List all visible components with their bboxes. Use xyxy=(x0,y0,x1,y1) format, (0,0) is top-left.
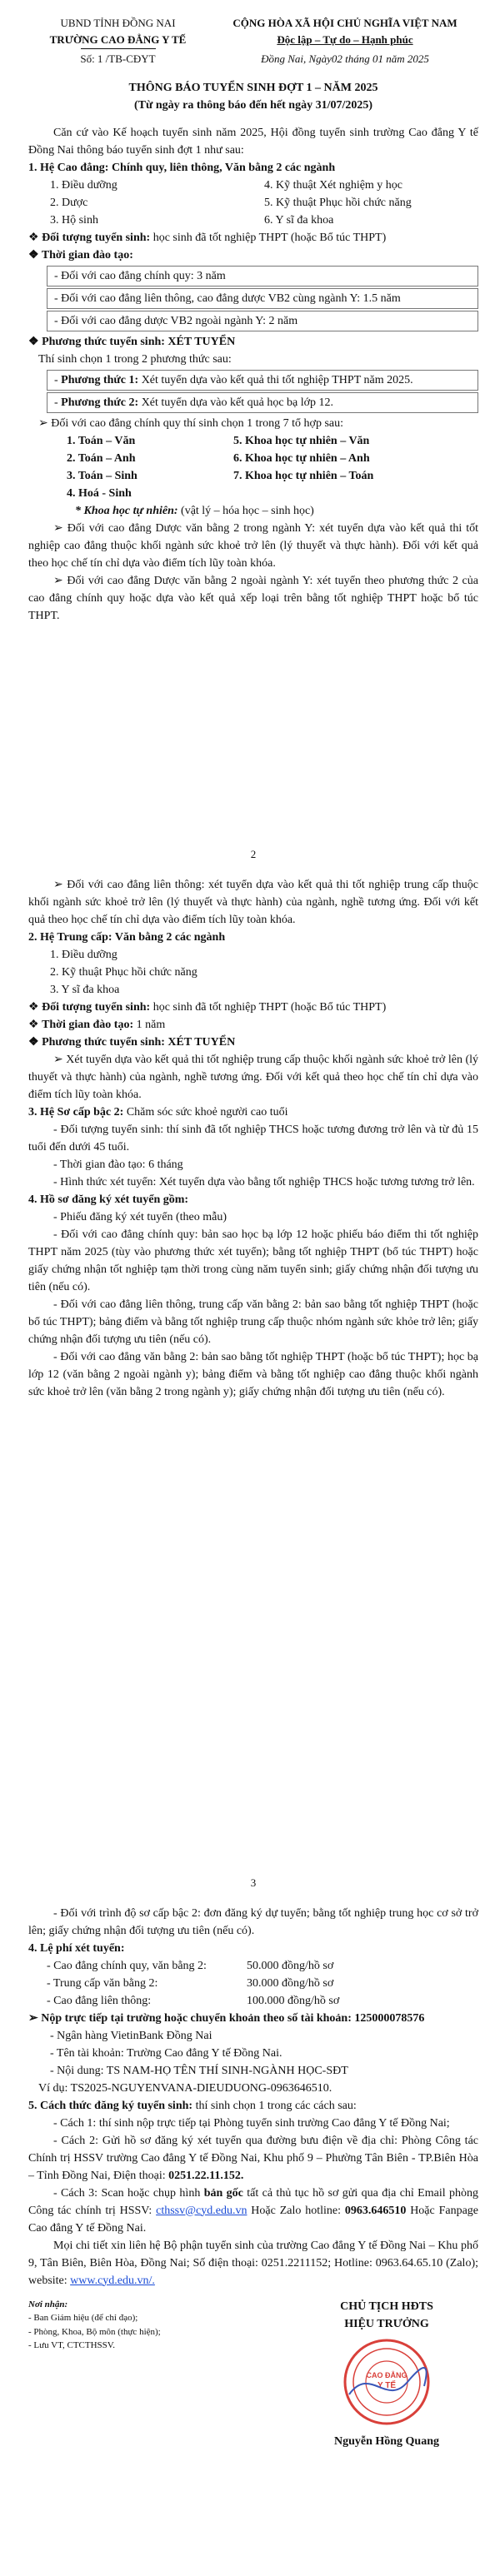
major-item: 5. Kỹ thuật Phục hồi chức năng xyxy=(264,196,412,209)
method-heading: ❖ Phương thức tuyển sinh: XÉT TUYỂN xyxy=(28,1035,236,1049)
section-1-heading: 1. Hệ Cao đẳng: Chính quy, liên thông, Văn bằng 2 các ngành xyxy=(28,161,336,174)
time-heading: ❖ Thời gian đào tạo: xyxy=(28,248,133,262)
section-3-item: - Đối tượng tuyển sinh: thí sinh đã tốt nghiệp THCS hoặc tương đương trở lên và từ đủ 15 tuổi đến dưới 45 tuổi. xyxy=(28,1123,478,1153)
doc-title: THÔNG BÁO TUYỂN SINH ĐỢT 1 – NĂM 2025 xyxy=(128,81,378,94)
combo-intro: ➢ Đối với cao đẳng chính quy thí sinh chọn 1 trong 7 tổ hợp sau: xyxy=(38,416,343,430)
motto: Độc lập – Tự do – Hạnh phúc xyxy=(277,32,413,46)
bank-intro: ➢ Nộp trực tiếp tại trường hoặc chuyển khoản theo số tài khoản: 125000078576 xyxy=(28,2011,425,2025)
svg-text:Y TẾ: Y TẾ xyxy=(377,2380,397,2390)
arrow-icon: ➢ xyxy=(53,1053,63,1066)
org-name: UBND TỈNH ĐỒNG NAI xyxy=(60,17,176,29)
bank-item: - Nội dung: TS NAM-HỌ TÊN THÍ SINH-NGÀNH HỌC-SĐT xyxy=(50,2064,348,2077)
major-item: 6. Y sĩ đa khoa xyxy=(264,213,334,227)
section-5-heading: 5. Cách thức đăng ký tuyển sinh: thí sinh chọn 1 trong các cách sau: xyxy=(28,2099,357,2112)
stamp-graphic xyxy=(341,2336,432,2428)
recipient-item: - Ban Giám hiệu (để chỉ đạo); xyxy=(28,2313,138,2323)
bank-item: - Tên tài khoản: Trường Cao đẳng Y tế Đồng Nai. xyxy=(50,2046,282,2060)
page-1 xyxy=(0,0,500,841)
fee-label: - Trung cấp văn bằng 2: xyxy=(47,1976,158,1990)
method-1: - Phương thức 1: Xét tuyển dựa vào kết quả thi tốt nghiệp THPT năm 2025. xyxy=(47,370,478,391)
nation-title: CỘNG HÒA XÃ HỘI CHỦ NGHĨA VIỆT NAM xyxy=(232,17,458,29)
dossier-item: - Đối với cao đẳng chính quy: bản sao học bạ lớp 12 hoặc phiếu báo điểm thi tốt nghiệp THPT năm 2025 (tùy vào phương thức xét tuyển); bằng tốt nghiệp THPT (bổ túc THPT) hoặc giấy chứng nhận tốt nghiệp tạm thời trong cùng năm tuyển sinh; giấy chứng nhận đối tượng ưu tiên (nếu có). xyxy=(28,1228,478,1293)
method-heading: ❖ Phương thức tuyển sinh: XÉT TUYỂN xyxy=(28,335,236,348)
section-3-heading: 3. Hệ Sơ cấp bậc 2: Chăm sóc sức khoẻ người cao tuổi xyxy=(28,1105,288,1119)
science-note: * Khoa học tự nhiên: (vật lý – hóa học – sinh học) xyxy=(75,504,314,517)
section-4-heading: 4. Hồ sơ đăng ký xét tuyển gồm: xyxy=(28,1193,189,1206)
dossier-item: - Đối với cao đẳng văn bằng 2: bản sao bằng tốt nghiệp THPT (hoặc bổ túc THPT); học bạ lớp 12 (văn bằng 2 ngoài ngành y); bảng điểm và bằng tốt nghiệp cao đẳng thuộc khối ngành sức khoẻ trở lên (văn bằng 2 trong ngành y); giấy chứng nhận đối tượng ưu tiên (nếu có). xyxy=(28,1350,478,1398)
target-line: ❖ Đối tượng tuyển sinh: học sinh đã tốt nghiệp THPT (hoặc Bổ túc THPT) xyxy=(28,231,387,244)
time-item: - Đối với cao đẳng dược VB2 ngoài ngành Y: 2 năm xyxy=(47,311,478,331)
section-2-heading: 2. Hệ Trung cấp: Văn bằng 2 các ngành xyxy=(28,930,226,944)
recipient-item: - Lưu VT, CTCTHSSV. xyxy=(28,2340,116,2350)
doc-subtitle: (Từ ngày ra thông báo đến hết ngày 31/07/2025) xyxy=(133,98,373,112)
method-2: - Phương thức 2: Xét tuyển dựa vào kết quả học bạ lớp 12. xyxy=(47,392,478,413)
combo-item xyxy=(233,485,478,502)
page-number: 2 xyxy=(250,848,257,860)
signer-name: Nguyễn Hồng Quang xyxy=(333,2434,440,2448)
dossier-item: - Đối với cao đẳng liên thông, trung cấp văn bằng 2: bản sao bằng tốt nghiệp THPT (hoặc bổ túc THPT); bảng điểm và bằng tốt nghiệp trung cấp thuộc nhóm ngành sức khỏe trở lên; giấy chứng nhận đối tượng ưu tiên (nếu có). xyxy=(28,1298,478,1346)
combo-list xyxy=(28,432,478,502)
contact-paragraph: Mọi chi tiết xin liên hệ Bộ phận tuyển sinh của trường Cao đẳng Y tế Đồng Nai – Khu phố 9, Tân Biên, Biên Hòa, Đồng Nai; Số điện thoại: 0251.2211152; Hotline: 0963.64.65.10 (Zalo); website: www.cyd.edu.vn/. xyxy=(28,2239,478,2287)
time-item: - Đối với cao đẳng chính quy: 3 năm xyxy=(47,266,478,286)
combo-item: 5. Khoa học tự nhiên – Văn xyxy=(233,434,370,447)
time-line: ❖ Thời gian đào tạo: 1 năm xyxy=(28,1018,166,1031)
diamond-icon: ❖ xyxy=(28,248,39,262)
bank-item: - Ngân hàng VietinBank Đồng Nai xyxy=(50,2029,212,2042)
arrow-icon: ➢ xyxy=(53,521,63,535)
transfer-paragraph: ➢ Đối với cao đẳng liên thông: xét tuyển dựa vào kết quả thi tốt nghiệp trung cấp thuộc khối ngành sức khoẻ trở lên (lý thuyết và thực hành) của ngành, nghề tương ứng. Đối với kết quả theo học chế tín chỉ dựa vào điểm tích lũy toàn khóa. xyxy=(28,878,478,926)
sign-subtitle: HIỆU TRƯỞNG xyxy=(344,2317,429,2330)
major-item: 2. Dược xyxy=(50,196,88,209)
combo-item: 7. Khoa học tự nhiên – Toán xyxy=(233,469,374,482)
method-way-3: - Cách 3: Scan hoặc chụp hình bản gốc tất cả thủ tục hồ sơ gửi qua địa chỉ Email phòng Công tác chính trị HSSV: cthssv@cyd.edu.vn Hoặc Zalo hotline: 0963.646510 Hoặc Fanpage Cao đẳng Y tế Đồng Nai. xyxy=(28,2186,479,2235)
combo-item: 2. Toán – Anh xyxy=(67,451,136,465)
school-name: TRƯỜNG CAO ĐẲNG Y TẾ xyxy=(49,32,187,46)
diamond-icon: ❖ xyxy=(28,1000,39,1014)
recipient-item: - Phòng, Khoa, Bộ môn (thực hiện); xyxy=(28,2326,161,2337)
doc-number: Số: 1 /TB-CĐYT xyxy=(80,52,156,65)
page-number: 3 xyxy=(250,1876,257,1889)
diamond-icon: ❖ xyxy=(28,1018,39,1031)
page-2 xyxy=(0,841,500,1870)
fee-label: - Cao đẳng liên thông: xyxy=(47,1994,152,2007)
official-stamp xyxy=(341,2336,432,2428)
target-line: ❖ Đối tượng tuyển sinh: học sinh đã tốt nghiệp THPT (hoặc Bổ túc THPT) xyxy=(28,1000,387,1014)
section-3-item: - Thời gian đào tạo: 6 tháng xyxy=(53,1158,183,1171)
email-link[interactable]: cthssv@cyd.edu.vn xyxy=(156,2204,248,2217)
fee-table xyxy=(28,1957,478,2010)
intro-paragraph: Căn cứ vào Kế hoạch tuyển sinh năm 2025, Hội đồng tuyển sinh trường Cao đẳng Y tế Đồng Nai thông báo tuyển sinh đợt 1 như sau: xyxy=(28,126,478,157)
signature-block xyxy=(295,2298,478,2450)
diamond-icon: ❖ xyxy=(28,1035,39,1049)
pharmacy-vb2-in: ➢ Đối với cao đẳng Dược văn bằng 2 trong ngành Y: xét tuyển dựa vào kết quả thi tốt nghiệp cao đẳng thuộc khối ngành sức khoẻ trở lên (lý thuyết và thực hành). Đối với kết quả theo học chế tín chỉ dựa vào điểm tích lũy toàn khóa. xyxy=(28,521,478,570)
pharmacy-vb2-out: ➢ Đối với cao đẳng Dược văn bằng 2 ngoài ngành Y: xét tuyển theo phương thức 2 của cao đẳng chính quy hoặc dựa vào kết quả xếp loại trên bằng tốt nghiệp THPT hoặc bổ túc THPT. xyxy=(28,574,478,622)
major-item: 2. Kỹ thuật Phục hồi chức năng xyxy=(50,965,198,979)
issue-date: Đồng Nai, Ngày02 tháng 01 năm 2025 xyxy=(261,52,429,65)
fee-value: 100.000 đồng/hồ sơ xyxy=(247,1994,340,2007)
major-item: 3. Y sĩ đa khoa xyxy=(50,983,120,996)
combo-item: 4. Hoá - Sinh xyxy=(67,486,132,500)
combo-item: 6. Khoa học tự nhiên – Anh xyxy=(233,451,370,465)
dossier-item: - Đối với trình độ sơ cấp bậc 2: đơn đăng ký dự tuyển; bằng tốt nghiệp trung học cơ sở trở lên; giấy chứng nhận đối tượng ưu tiên (nếu có). xyxy=(28,1906,478,1937)
major-item: 1. Điều dưỡng xyxy=(50,948,118,961)
major-item: 1. Điều dưỡng xyxy=(50,178,118,192)
svg-text:CAO ĐẲNG: CAO ĐẲNG xyxy=(366,2370,408,2379)
arrow-icon: ➢ xyxy=(38,416,48,430)
website-link[interactable]: www.cyd.edu.vn/. xyxy=(70,2274,155,2287)
arrow-icon: ➢ xyxy=(53,878,63,891)
method-way-2: - Cách 2: Gửi hồ sơ đăng ký xét tuyển qua đường bưu điện về địa chỉ: Phòng Công tác Chính trị HSSV trường Cao đẳng Y tế Đồng Nai, Khu phố 9 – Phường Tân Biên - TP.Biên Hòa – Tỉnh Đồng Nai, Điện thoại: 0251.22.11.152. xyxy=(28,2134,478,2182)
time-item: - Đối với cao đẳng liên thông, cao đẳng dược VB2 cùng ngành Y: 1.5 năm xyxy=(47,288,478,309)
recipients-title: Nơi nhận: xyxy=(28,2299,68,2309)
arrow-icon: ➢ xyxy=(28,2011,38,2025)
fee-heading: 4. Lệ phí xét tuyển: xyxy=(28,1941,125,1955)
fee-value: 50.000 đồng/hồ sơ xyxy=(247,1959,334,1972)
sign-title: CHỦ TỊCH HĐTS xyxy=(340,2299,433,2313)
combo-item: 3. Toán – Sinh xyxy=(67,469,138,482)
arrow-icon: ➢ xyxy=(53,574,63,587)
fee-label: - Cao đẳng chính quy, văn bằng 2: xyxy=(47,1959,207,1972)
college-majors xyxy=(28,177,478,229)
diamond-icon: ❖ xyxy=(28,335,39,348)
method-way-1: - Cách 1: thí sinh nộp trực tiếp tại Phòng tuyển sinh trường Cao đẳng Y tế Đồng Nai; xyxy=(53,2116,450,2130)
recipients xyxy=(28,2298,245,2450)
dossier-item: - Phiếu đăng ký xét tuyển (theo mẫu) xyxy=(53,1210,228,1223)
intermediate-majors xyxy=(28,946,478,999)
major-item: 4. Kỹ thuật Xét nghiệm y học xyxy=(264,178,403,192)
major-item: 3. Hộ sinh xyxy=(50,213,98,227)
document-header xyxy=(28,15,478,67)
method-text: ➢ Xét tuyển dựa vào kết quả thi tốt nghiệp trung cấp thuộc khối ngành sức khoẻ trở lên (lý thuyết và thực hành) của ngành, nghề tương ứng. Đối với kết quả theo học chế tín chỉ dựa vào điểm tích lũy toàn khóa. xyxy=(28,1053,479,1101)
page-3 xyxy=(0,1870,500,2576)
section-3-item: - Hình thức xét tuyển: Xét tuyển dựa vào bằng tốt nghiệp THCS hoặc tương tương trở lên. xyxy=(53,1175,475,1188)
combo-item: 1. Toán – Văn xyxy=(67,434,136,447)
document-footer xyxy=(28,2298,478,2450)
method-intro: Thí sinh chọn 1 trong 2 phương thức sau: xyxy=(38,352,232,366)
fee-value: 30.000 đồng/hồ sơ xyxy=(247,1976,334,1990)
transfer-example: Ví dụ: TS2025-NGUYENVANA-DIEUDUONG-0963646510. xyxy=(38,2081,332,2095)
diamond-icon: ❖ xyxy=(28,231,39,244)
